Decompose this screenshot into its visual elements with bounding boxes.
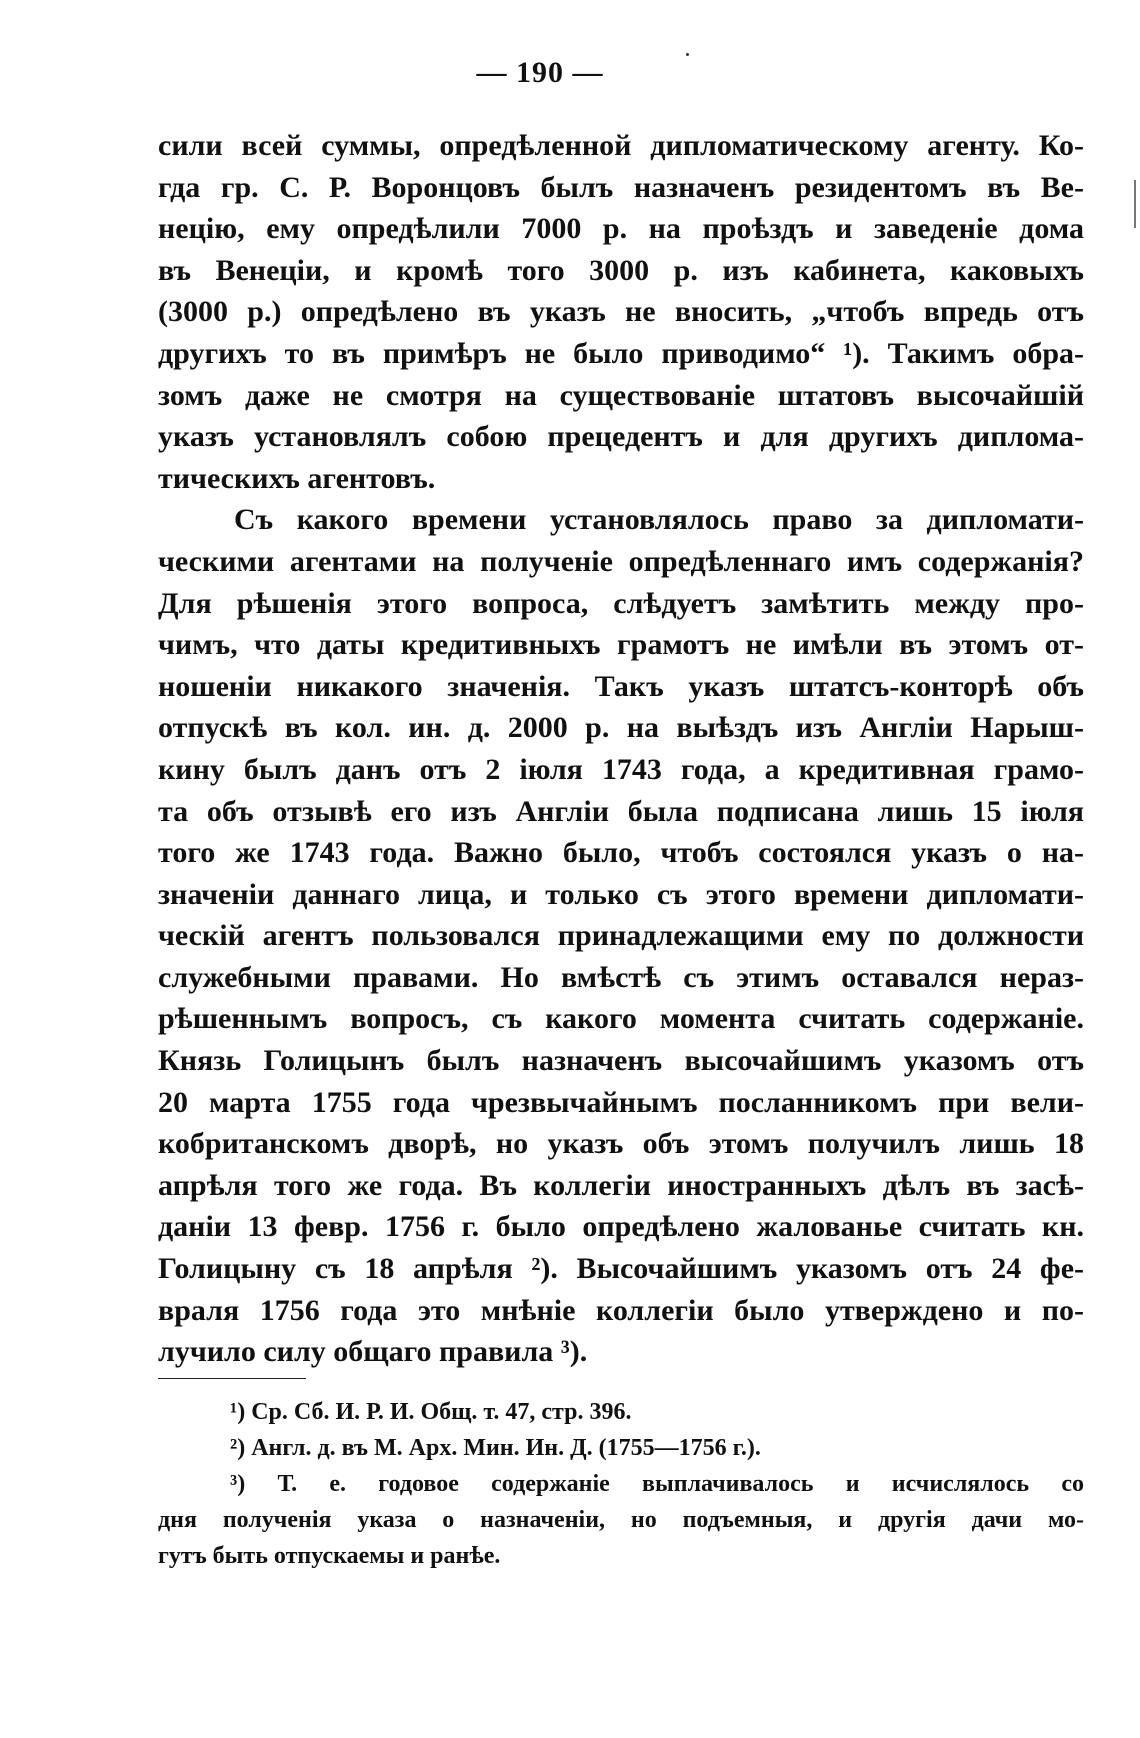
text-line: кину былъ данъ отъ 2 іюля 1743 года, а кредитивная грамо- [158,752,1084,786]
footnote-separator [158,1378,306,1379]
text-line: того же 1743 года. Важно было, чтобъ состоялся указъ о на- [158,836,1084,870]
text-line: враля 1756 года это мнѣніе коллегіи было утверждено и по- [158,1293,1084,1327]
text-line: рѣшеннымъ вопросъ, съ какого момента считать содержаніе. [158,1002,1084,1036]
main-text-block [158,125,1084,1373]
footnote-3: ³) Т. е. годовое содержаніе выплачивалось и исчислялось со [230,1471,1084,1497]
text-line: чимъ, что даты кредитивныхъ грамотъ не имѣли въ этомъ от- [158,628,1084,662]
page-number: — 190 — [476,56,604,89]
text-line: служебными правами. Но вмѣстѣ съ этимъ оставался нераз- [158,960,1084,994]
text-line: въ Венеціи, и кромѣ того 3000 р. изъ кабинета, каковыхъ [158,253,1084,287]
text-line: указъ установлялъ собою прецедентъ и для другихъ диплома- [158,420,1084,454]
text-line: другихъ то въ примѣръ не было приводимо“ ¹). Такимъ обра- [158,336,1084,370]
text-line: та объ отзывѣ его изъ Англіи была подписана лишь 15 іюля [158,794,1084,828]
text-line: зомъ даже не смотря на существованіе штатовъ высочайшій [158,378,1084,412]
text-line: даніи 13 февр. 1756 г. было опредѣлено жалованье считать кн. [158,1210,1084,1244]
paragraph-start-line: Съ какого времени установлялось право за дипломати- [234,503,1084,537]
text-line: Князь Голицынъ былъ назначенъ высочайшимъ указомъ отъ [158,1044,1084,1078]
footnotes-block [158,1394,1084,1574]
text-line: ношеніи никакого значенія. Такъ указъ штатсъ-конторѣ объ [158,669,1084,703]
footnote-3-continued: дня полученія указа о назначеніи, но подъемныя, и другія дачи мо- [158,1507,1084,1533]
footnote-3-continued: гутъ быть отпускаемы и ранѣе. [158,1543,501,1569]
text-line: сили всей суммы, опредѣленной дипломатическому агенту. Ко- [158,129,1084,162]
text-line: апрѣля того же года. Въ коллегіи иностранныхъ дѣлъ въ засѣ- [158,1168,1084,1202]
text-line: кобританскомъ дворѣ, но указъ объ этомъ получилъ лишь 18 [158,1127,1084,1161]
footnote-2: ²) Англ. д. въ М. Арх. Мин. Ин. Д. (1755—1756 г.). [230,1435,761,1461]
text-line: ческій агентъ пользовался принадлежащими ему по должности [158,919,1084,953]
text-line: тическихъ агентовъ. [158,461,436,495]
text-line: лучило силу общаго правила ³). [158,1335,588,1369]
footnote-1: ¹) Ср. Сб. И. Р. И. Общ. т. 47, стр. 396. [230,1399,632,1425]
text-line: нецію, ему опредѣлили 7000 р. на проѣздъ и заведеніе дома [158,212,1084,246]
text-line: гда гр. С. Р. Воронцовъ былъ назначенъ резидентомъ въ Ве- [158,170,1084,204]
text-line: отпускѣ въ кол. ин. д. 2000 р. на выѣздъ изъ Англіи Нарыш- [158,711,1084,745]
text-line: значеніи даннаго лица, и только съ этого времени дипломати- [158,877,1084,911]
text-line: 20 марта 1755 года чрезвычайнымъ посланникомъ при вели- [158,1085,1084,1119]
text-line: Голицыну съ 18 апрѣля ²). Высочайшимъ указомъ отъ 24 фе- [158,1252,1084,1286]
text-line: ческими агентами на полученіе опредѣленнаго имъ содержанія? [158,544,1084,578]
text-line: Для рѣшенія этого вопроса, слѣдуетъ замѣтить между про- [158,586,1084,620]
text-line: (3000 р.) опредѣлено въ указъ не вносить, „чтобъ впредь отъ [158,295,1084,329]
page-edge-mark [1134,180,1136,228]
